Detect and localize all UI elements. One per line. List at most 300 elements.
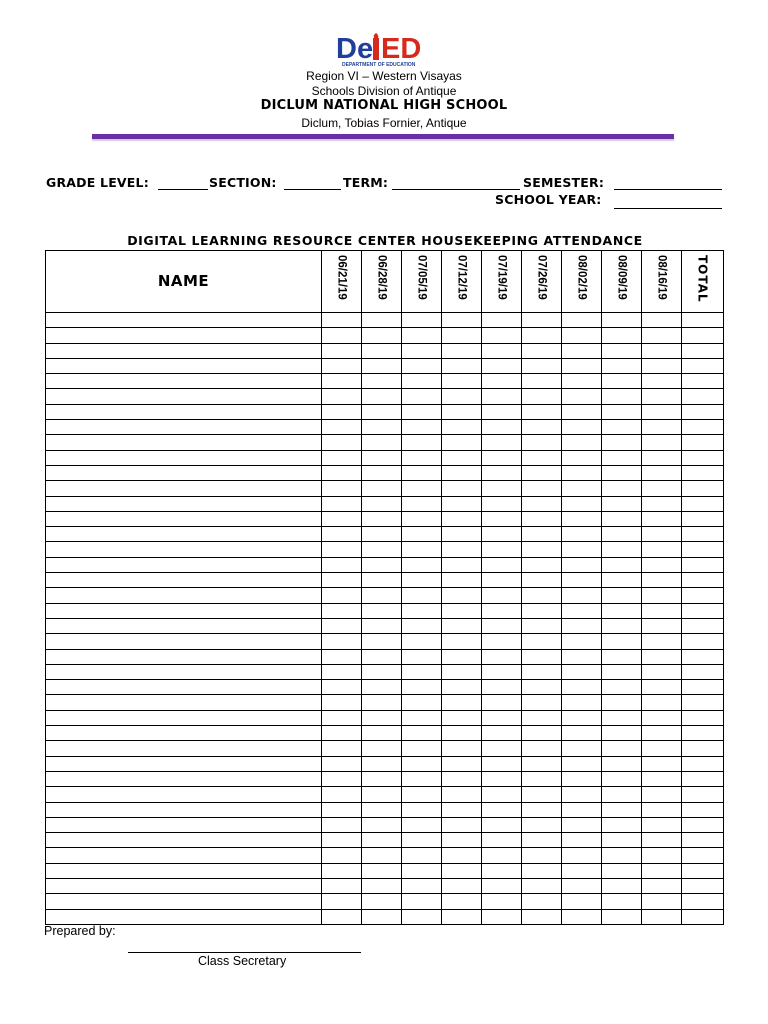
attendance-cell[interactable]	[322, 313, 362, 328]
attendance-cell[interactable]	[362, 450, 402, 465]
name-cell[interactable]	[46, 313, 322, 328]
attendance-cell[interactable]	[522, 649, 562, 664]
attendance-cell[interactable]	[602, 573, 642, 588]
attendance-cell[interactable]	[442, 634, 482, 649]
attendance-cell[interactable]	[442, 802, 482, 817]
attendance-cell[interactable]	[602, 787, 642, 802]
attendance-cell[interactable]	[602, 664, 642, 679]
attendance-cell[interactable]	[522, 756, 562, 771]
attendance-cell[interactable]	[562, 542, 602, 557]
attendance-cell[interactable]	[522, 802, 562, 817]
attendance-cell[interactable]	[482, 833, 522, 848]
attendance-cell[interactable]	[402, 848, 442, 863]
name-cell[interactable]	[46, 664, 322, 679]
attendance-cell[interactable]	[322, 726, 362, 741]
attendance-cell[interactable]	[482, 695, 522, 710]
attendance-cell[interactable]	[522, 771, 562, 786]
attendance-cell[interactable]	[402, 664, 442, 679]
attendance-cell[interactable]	[602, 618, 642, 633]
total-cell[interactable]	[682, 511, 724, 526]
attendance-cell[interactable]	[482, 817, 522, 832]
attendance-cell[interactable]	[362, 511, 402, 526]
attendance-cell[interactable]	[522, 374, 562, 389]
school-year-field[interactable]	[614, 208, 722, 209]
attendance-cell[interactable]	[522, 313, 562, 328]
attendance-cell[interactable]	[522, 680, 562, 695]
attendance-cell[interactable]	[522, 557, 562, 572]
attendance-cell[interactable]	[442, 358, 482, 373]
name-cell[interactable]	[46, 588, 322, 603]
attendance-cell[interactable]	[482, 573, 522, 588]
attendance-cell[interactable]	[442, 787, 482, 802]
attendance-cell[interactable]	[482, 450, 522, 465]
total-cell[interactable]	[682, 649, 724, 664]
attendance-cell[interactable]	[602, 649, 642, 664]
name-cell[interactable]	[46, 557, 322, 572]
attendance-cell[interactable]	[322, 680, 362, 695]
attendance-cell[interactable]	[562, 435, 602, 450]
attendance-cell[interactable]	[402, 680, 442, 695]
attendance-cell[interactable]	[602, 817, 642, 832]
attendance-cell[interactable]	[402, 573, 442, 588]
attendance-cell[interactable]	[362, 848, 402, 863]
attendance-cell[interactable]	[322, 358, 362, 373]
attendance-cell[interactable]	[402, 328, 442, 343]
attendance-cell[interactable]	[442, 848, 482, 863]
attendance-cell[interactable]	[482, 726, 522, 741]
attendance-cell[interactable]	[322, 481, 362, 496]
attendance-cell[interactable]	[482, 741, 522, 756]
name-cell[interactable]	[46, 435, 322, 450]
attendance-cell[interactable]	[362, 710, 402, 725]
attendance-cell[interactable]	[562, 634, 602, 649]
attendance-cell[interactable]	[602, 542, 642, 557]
attendance-cell[interactable]	[442, 894, 482, 909]
total-cell[interactable]	[682, 527, 724, 542]
attendance-cell[interactable]	[602, 588, 642, 603]
attendance-cell[interactable]	[482, 557, 522, 572]
attendance-cell[interactable]	[562, 588, 602, 603]
attendance-cell[interactable]	[362, 634, 402, 649]
attendance-cell[interactable]	[642, 358, 682, 373]
total-cell[interactable]	[682, 573, 724, 588]
total-cell[interactable]	[682, 435, 724, 450]
total-cell[interactable]	[682, 542, 724, 557]
attendance-cell[interactable]	[442, 710, 482, 725]
total-cell[interactable]	[682, 328, 724, 343]
attendance-cell[interactable]	[602, 527, 642, 542]
attendance-cell[interactable]	[522, 618, 562, 633]
total-cell[interactable]	[682, 756, 724, 771]
attendance-cell[interactable]	[442, 588, 482, 603]
name-cell[interactable]	[46, 328, 322, 343]
attendance-cell[interactable]	[402, 588, 442, 603]
attendance-cell[interactable]	[642, 420, 682, 435]
name-cell[interactable]	[46, 771, 322, 786]
name-cell[interactable]	[46, 511, 322, 526]
attendance-cell[interactable]	[322, 710, 362, 725]
attendance-cell[interactable]	[482, 863, 522, 878]
attendance-cell[interactable]	[322, 695, 362, 710]
name-cell[interactable]	[46, 573, 322, 588]
attendance-cell[interactable]	[602, 435, 642, 450]
name-cell[interactable]	[46, 726, 322, 741]
attendance-cell[interactable]	[442, 603, 482, 618]
attendance-cell[interactable]	[322, 542, 362, 557]
attendance-cell[interactable]	[602, 802, 642, 817]
attendance-cell[interactable]	[482, 358, 522, 373]
attendance-cell[interactable]	[362, 664, 402, 679]
attendance-cell[interactable]	[362, 313, 402, 328]
attendance-cell[interactable]	[602, 557, 642, 572]
attendance-cell[interactable]	[402, 603, 442, 618]
attendance-cell[interactable]	[602, 634, 642, 649]
attendance-cell[interactable]	[322, 802, 362, 817]
attendance-cell[interactable]	[482, 909, 522, 924]
attendance-cell[interactable]	[522, 496, 562, 511]
attendance-cell[interactable]	[562, 726, 602, 741]
total-cell[interactable]	[682, 374, 724, 389]
attendance-cell[interactable]	[642, 741, 682, 756]
attendance-cell[interactable]	[442, 313, 482, 328]
attendance-cell[interactable]	[482, 771, 522, 786]
attendance-cell[interactable]	[482, 542, 522, 557]
attendance-cell[interactable]	[562, 496, 602, 511]
attendance-cell[interactable]	[322, 450, 362, 465]
attendance-cell[interactable]	[482, 511, 522, 526]
attendance-cell[interactable]	[562, 664, 602, 679]
attendance-cell[interactable]	[362, 817, 402, 832]
attendance-cell[interactable]	[522, 328, 562, 343]
attendance-cell[interactable]	[482, 649, 522, 664]
total-cell[interactable]	[682, 313, 724, 328]
name-cell[interactable]	[46, 649, 322, 664]
attendance-cell[interactable]	[322, 634, 362, 649]
attendance-cell[interactable]	[442, 649, 482, 664]
attendance-cell[interactable]	[642, 878, 682, 893]
name-cell[interactable]	[46, 358, 322, 373]
attendance-cell[interactable]	[522, 358, 562, 373]
name-cell[interactable]	[46, 909, 322, 924]
attendance-cell[interactable]	[442, 496, 482, 511]
attendance-cell[interactable]	[442, 328, 482, 343]
attendance-cell[interactable]	[362, 787, 402, 802]
attendance-cell[interactable]	[442, 542, 482, 557]
attendance-cell[interactable]	[642, 511, 682, 526]
attendance-cell[interactable]	[482, 389, 522, 404]
attendance-cell[interactable]	[442, 435, 482, 450]
attendance-cell[interactable]	[562, 573, 602, 588]
attendance-cell[interactable]	[442, 450, 482, 465]
attendance-cell[interactable]	[602, 771, 642, 786]
attendance-cell[interactable]	[442, 878, 482, 893]
attendance-cell[interactable]	[322, 817, 362, 832]
attendance-cell[interactable]	[562, 710, 602, 725]
attendance-cell[interactable]	[402, 756, 442, 771]
attendance-cell[interactable]	[562, 787, 602, 802]
attendance-cell[interactable]	[642, 465, 682, 480]
attendance-cell[interactable]	[402, 695, 442, 710]
attendance-cell[interactable]	[402, 863, 442, 878]
attendance-cell[interactable]	[362, 465, 402, 480]
attendance-cell[interactable]	[322, 603, 362, 618]
attendance-cell[interactable]	[402, 343, 442, 358]
attendance-cell[interactable]	[562, 374, 602, 389]
total-cell[interactable]	[682, 358, 724, 373]
attendance-cell[interactable]	[602, 343, 642, 358]
name-cell[interactable]	[46, 343, 322, 358]
attendance-cell[interactable]	[442, 909, 482, 924]
total-cell[interactable]	[682, 894, 724, 909]
total-cell[interactable]	[682, 618, 724, 633]
signature-line[interactable]	[128, 952, 361, 953]
name-cell[interactable]	[46, 465, 322, 480]
attendance-cell[interactable]	[402, 878, 442, 893]
attendance-cell[interactable]	[562, 802, 602, 817]
attendance-cell[interactable]	[322, 435, 362, 450]
attendance-cell[interactable]	[642, 787, 682, 802]
grade-level-field[interactable]	[158, 189, 208, 190]
attendance-cell[interactable]	[602, 450, 642, 465]
attendance-cell[interactable]	[402, 771, 442, 786]
attendance-cell[interactable]	[522, 404, 562, 419]
attendance-cell[interactable]	[522, 603, 562, 618]
attendance-cell[interactable]	[362, 404, 402, 419]
attendance-cell[interactable]	[402, 634, 442, 649]
attendance-cell[interactable]	[602, 481, 642, 496]
attendance-cell[interactable]	[522, 527, 562, 542]
attendance-cell[interactable]	[322, 420, 362, 435]
attendance-cell[interactable]	[362, 343, 402, 358]
attendance-cell[interactable]	[402, 527, 442, 542]
attendance-cell[interactable]	[482, 603, 522, 618]
attendance-cell[interactable]	[362, 726, 402, 741]
attendance-cell[interactable]	[442, 557, 482, 572]
attendance-cell[interactable]	[322, 573, 362, 588]
name-cell[interactable]	[46, 496, 322, 511]
term-field[interactable]	[392, 189, 520, 190]
attendance-cell[interactable]	[362, 557, 402, 572]
attendance-cell[interactable]	[362, 328, 402, 343]
attendance-cell[interactable]	[442, 664, 482, 679]
name-cell[interactable]	[46, 756, 322, 771]
attendance-cell[interactable]	[482, 404, 522, 419]
attendance-cell[interactable]	[642, 588, 682, 603]
attendance-cell[interactable]	[642, 603, 682, 618]
attendance-cell[interactable]	[642, 389, 682, 404]
attendance-cell[interactable]	[562, 649, 602, 664]
attendance-cell[interactable]	[442, 863, 482, 878]
attendance-cell[interactable]	[322, 465, 362, 480]
attendance-cell[interactable]	[562, 878, 602, 893]
attendance-cell[interactable]	[362, 542, 402, 557]
attendance-cell[interactable]	[402, 557, 442, 572]
attendance-cell[interactable]	[402, 802, 442, 817]
total-cell[interactable]	[682, 389, 724, 404]
attendance-cell[interactable]	[442, 527, 482, 542]
name-cell[interactable]	[46, 450, 322, 465]
total-cell[interactable]	[682, 603, 724, 618]
name-cell[interactable]	[46, 374, 322, 389]
attendance-cell[interactable]	[562, 450, 602, 465]
attendance-cell[interactable]	[482, 878, 522, 893]
attendance-cell[interactable]	[642, 435, 682, 450]
attendance-cell[interactable]	[642, 481, 682, 496]
name-cell[interactable]	[46, 527, 322, 542]
attendance-cell[interactable]	[562, 465, 602, 480]
attendance-cell[interactable]	[642, 328, 682, 343]
attendance-cell[interactable]	[402, 420, 442, 435]
attendance-cell[interactable]	[562, 420, 602, 435]
attendance-cell[interactable]	[602, 603, 642, 618]
name-cell[interactable]	[46, 481, 322, 496]
attendance-cell[interactable]	[642, 450, 682, 465]
attendance-cell[interactable]	[442, 420, 482, 435]
attendance-cell[interactable]	[322, 664, 362, 679]
attendance-cell[interactable]	[602, 833, 642, 848]
attendance-cell[interactable]	[322, 618, 362, 633]
attendance-cell[interactable]	[602, 695, 642, 710]
name-cell[interactable]	[46, 618, 322, 633]
attendance-cell[interactable]	[482, 787, 522, 802]
attendance-cell[interactable]	[602, 863, 642, 878]
attendance-cell[interactable]	[562, 848, 602, 863]
total-cell[interactable]	[682, 848, 724, 863]
attendance-cell[interactable]	[642, 343, 682, 358]
attendance-cell[interactable]	[402, 313, 442, 328]
name-cell[interactable]	[46, 863, 322, 878]
attendance-cell[interactable]	[522, 833, 562, 848]
total-cell[interactable]	[682, 588, 724, 603]
name-cell[interactable]	[46, 848, 322, 863]
section-field[interactable]	[284, 189, 341, 190]
attendance-cell[interactable]	[522, 741, 562, 756]
attendance-cell[interactable]	[602, 909, 642, 924]
attendance-cell[interactable]	[602, 741, 642, 756]
name-cell[interactable]	[46, 389, 322, 404]
attendance-cell[interactable]	[522, 695, 562, 710]
attendance-cell[interactable]	[562, 481, 602, 496]
attendance-cell[interactable]	[362, 481, 402, 496]
attendance-cell[interactable]	[642, 695, 682, 710]
attendance-cell[interactable]	[522, 848, 562, 863]
attendance-cell[interactable]	[642, 833, 682, 848]
attendance-cell[interactable]	[402, 481, 442, 496]
attendance-cell[interactable]	[522, 863, 562, 878]
attendance-cell[interactable]	[642, 726, 682, 741]
total-cell[interactable]	[682, 450, 724, 465]
attendance-cell[interactable]	[562, 894, 602, 909]
attendance-cell[interactable]	[362, 588, 402, 603]
attendance-cell[interactable]	[562, 404, 602, 419]
total-cell[interactable]	[682, 343, 724, 358]
attendance-cell[interactable]	[642, 634, 682, 649]
total-cell[interactable]	[682, 664, 724, 679]
attendance-cell[interactable]	[642, 557, 682, 572]
attendance-cell[interactable]	[402, 618, 442, 633]
attendance-cell[interactable]	[562, 741, 602, 756]
attendance-cell[interactable]	[602, 756, 642, 771]
attendance-cell[interactable]	[602, 680, 642, 695]
attendance-cell[interactable]	[362, 435, 402, 450]
attendance-cell[interactable]	[362, 496, 402, 511]
attendance-cell[interactable]	[482, 618, 522, 633]
attendance-cell[interactable]	[602, 404, 642, 419]
attendance-cell[interactable]	[642, 313, 682, 328]
attendance-cell[interactable]	[482, 664, 522, 679]
attendance-cell[interactable]	[482, 465, 522, 480]
attendance-cell[interactable]	[402, 726, 442, 741]
attendance-cell[interactable]	[322, 527, 362, 542]
name-cell[interactable]	[46, 420, 322, 435]
total-cell[interactable]	[682, 741, 724, 756]
attendance-cell[interactable]	[522, 726, 562, 741]
attendance-cell[interactable]	[402, 435, 442, 450]
attendance-cell[interactable]	[482, 420, 522, 435]
attendance-cell[interactable]	[602, 358, 642, 373]
attendance-cell[interactable]	[562, 313, 602, 328]
attendance-cell[interactable]	[322, 848, 362, 863]
name-cell[interactable]	[46, 404, 322, 419]
attendance-cell[interactable]	[562, 618, 602, 633]
total-cell[interactable]	[682, 465, 724, 480]
attendance-cell[interactable]	[322, 649, 362, 664]
attendance-cell[interactable]	[602, 511, 642, 526]
attendance-cell[interactable]	[522, 343, 562, 358]
attendance-cell[interactable]	[642, 404, 682, 419]
name-cell[interactable]	[46, 787, 322, 802]
attendance-cell[interactable]	[522, 787, 562, 802]
attendance-cell[interactable]	[482, 710, 522, 725]
attendance-cell[interactable]	[602, 465, 642, 480]
attendance-cell[interactable]	[402, 833, 442, 848]
attendance-cell[interactable]	[522, 481, 562, 496]
attendance-cell[interactable]	[482, 527, 522, 542]
name-cell[interactable]	[46, 802, 322, 817]
name-cell[interactable]	[46, 603, 322, 618]
attendance-cell[interactable]	[642, 649, 682, 664]
attendance-cell[interactable]	[402, 465, 442, 480]
attendance-cell[interactable]	[362, 573, 402, 588]
attendance-cell[interactable]	[562, 358, 602, 373]
attendance-cell[interactable]	[442, 817, 482, 832]
attendance-cell[interactable]	[322, 833, 362, 848]
attendance-cell[interactable]	[322, 771, 362, 786]
attendance-cell[interactable]	[362, 833, 402, 848]
attendance-cell[interactable]	[442, 741, 482, 756]
attendance-cell[interactable]	[442, 618, 482, 633]
attendance-cell[interactable]	[642, 680, 682, 695]
name-cell[interactable]	[46, 878, 322, 893]
attendance-cell[interactable]	[402, 710, 442, 725]
attendance-cell[interactable]	[322, 328, 362, 343]
attendance-cell[interactable]	[482, 634, 522, 649]
attendance-cell[interactable]	[362, 863, 402, 878]
total-cell[interactable]	[682, 420, 724, 435]
attendance-cell[interactable]	[522, 420, 562, 435]
name-cell[interactable]	[46, 833, 322, 848]
total-cell[interactable]	[682, 817, 724, 832]
attendance-cell[interactable]	[442, 695, 482, 710]
attendance-cell[interactable]	[482, 756, 522, 771]
attendance-cell[interactable]	[522, 435, 562, 450]
attendance-cell[interactable]	[322, 863, 362, 878]
attendance-cell[interactable]	[322, 343, 362, 358]
attendance-cell[interactable]	[362, 374, 402, 389]
attendance-cell[interactable]	[402, 404, 442, 419]
attendance-cell[interactable]	[602, 710, 642, 725]
attendance-cell[interactable]	[602, 374, 642, 389]
